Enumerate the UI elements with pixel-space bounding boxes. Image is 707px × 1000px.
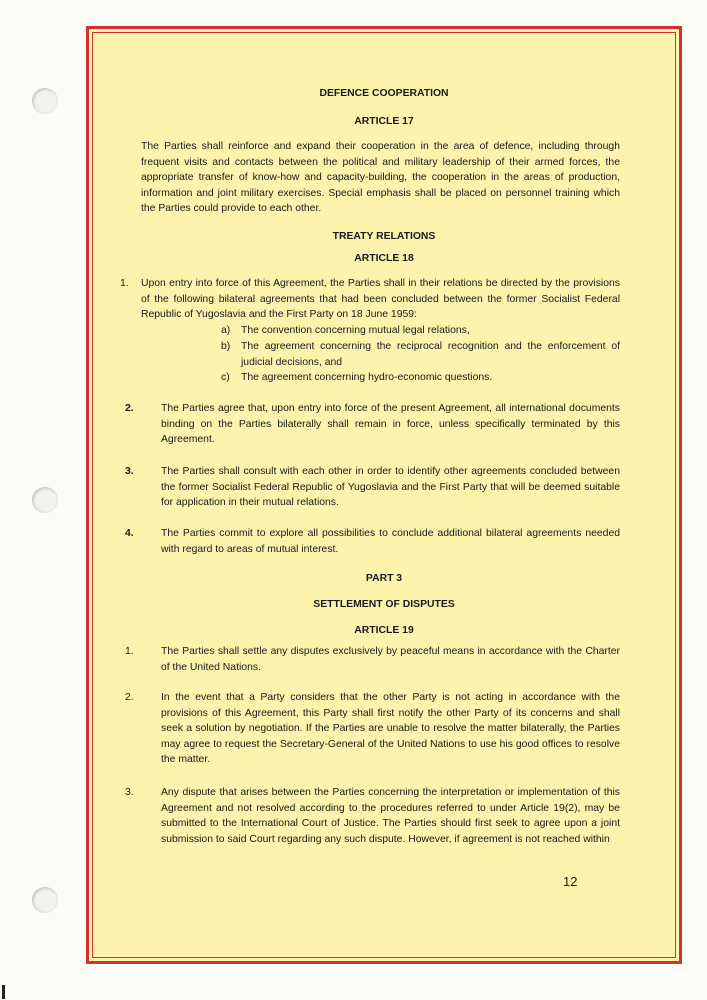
art18-item-b-label: b) [221, 341, 231, 352]
heading-article-18: ARTICLE 18 [354, 253, 414, 264]
art18-para-1-number: 1. [120, 278, 129, 289]
heading-defence-cooperation: DEFENCE COOPERATION [319, 88, 449, 99]
heading-article-17: ARTICLE 17 [354, 116, 414, 127]
article-17-text: The Parties shall reinforce and expand their cooperation in the area of defence, including through frequent visits and contacts between the political and military leadership of their armed forces, the appropriate transfer of know-how and capacity-building, the cooperation in the areas of production, information and joint military exercises. Special emphasis shall be placed on personnel training which the Parties could provide to each other. [141, 141, 620, 214]
art18-item-c-text: The agreement concerning hydro-economic questions. [241, 372, 493, 383]
art19-para-2-number: 2. [125, 692, 134, 703]
art19-para-1-text: The Parties shall settle any disputes exclusively by peaceful means in accordance with the Charter of the United Nations. [161, 646, 620, 673]
art18-para-2-text: The Parties agree that, upon entry into force of the present Agreement, all international documents binding on the Parties bilaterally shall remain in force, unless specifically terminated by this Agreement. [161, 403, 620, 445]
art19-para-2-text: In the event that a Party considers that the other Party is not acting in accordance with the provisions of this Agreement, this Party shall first notify the other Party of its concerns and shall seek a solution by negotiation. If the Parties are unable to resolve the matter bilaterally, the Parties may agree to request the Secretary-General of the United Nations to use his good offices to resolve the matter. [161, 692, 620, 765]
art18-item-b-text: The agreement concerning the reciprocal recognition and the enforcement of judicial decisions, and [241, 341, 620, 368]
page-number: 12 [563, 874, 578, 889]
art18-para-4-text: The Parties commit to explore all possibilities to conclude additional bilateral agreements needed with regard to areas of mutual interest. [161, 528, 620, 555]
heading-part-3: PART 3 [365, 573, 403, 584]
art18-item-a-text: The convention concerning mutual legal relations, [241, 325, 470, 336]
art19-para-3-number: 3. [125, 787, 134, 798]
art18-item-a-label: a) [221, 325, 231, 336]
art18-para-1-text: Upon entry into force of this Agreement, the Parties shall in their relations be directed by the provisions of the following bilateral agreements that had been concluded between the former Socialist Federal Republic of Yugoslavia and the First Party on 18 June 1959: [141, 278, 620, 320]
heading-settlement-of-disputes: SETTLEMENT OF DISPUTES [313, 599, 455, 610]
art19-para-1-number: 1. [125, 646, 134, 657]
art18-item-c-label: c) [221, 372, 230, 383]
heading-article-19: ARTICLE 19 [354, 625, 414, 636]
heading-treaty-relations: TREATY RELATIONS [332, 231, 436, 242]
art18-para-3-number: 3. [125, 466, 134, 477]
art18-para-3-text: The Parties shall consult with each other in order to identify other agreements concluded between the former Socialist Federal Republic of Yugoslavia and the First Party that will be deemed suitable for application in their mutual relations. [161, 466, 620, 508]
art18-para-2-number: 2. [125, 403, 134, 414]
art18-para-4-number: 4. [125, 528, 134, 539]
art19-para-3-text: Any dispute that arises between the Parties concerning the interpretation or implementation of this Agreement and not resolved according to the procedures referred to under Article 19(2), may be submitted to the International Court of Justice. The Parties should first seek to agree upon a joint submission to said Court regarding any such dispute. However, if agreement is not reached within [161, 787, 620, 845]
